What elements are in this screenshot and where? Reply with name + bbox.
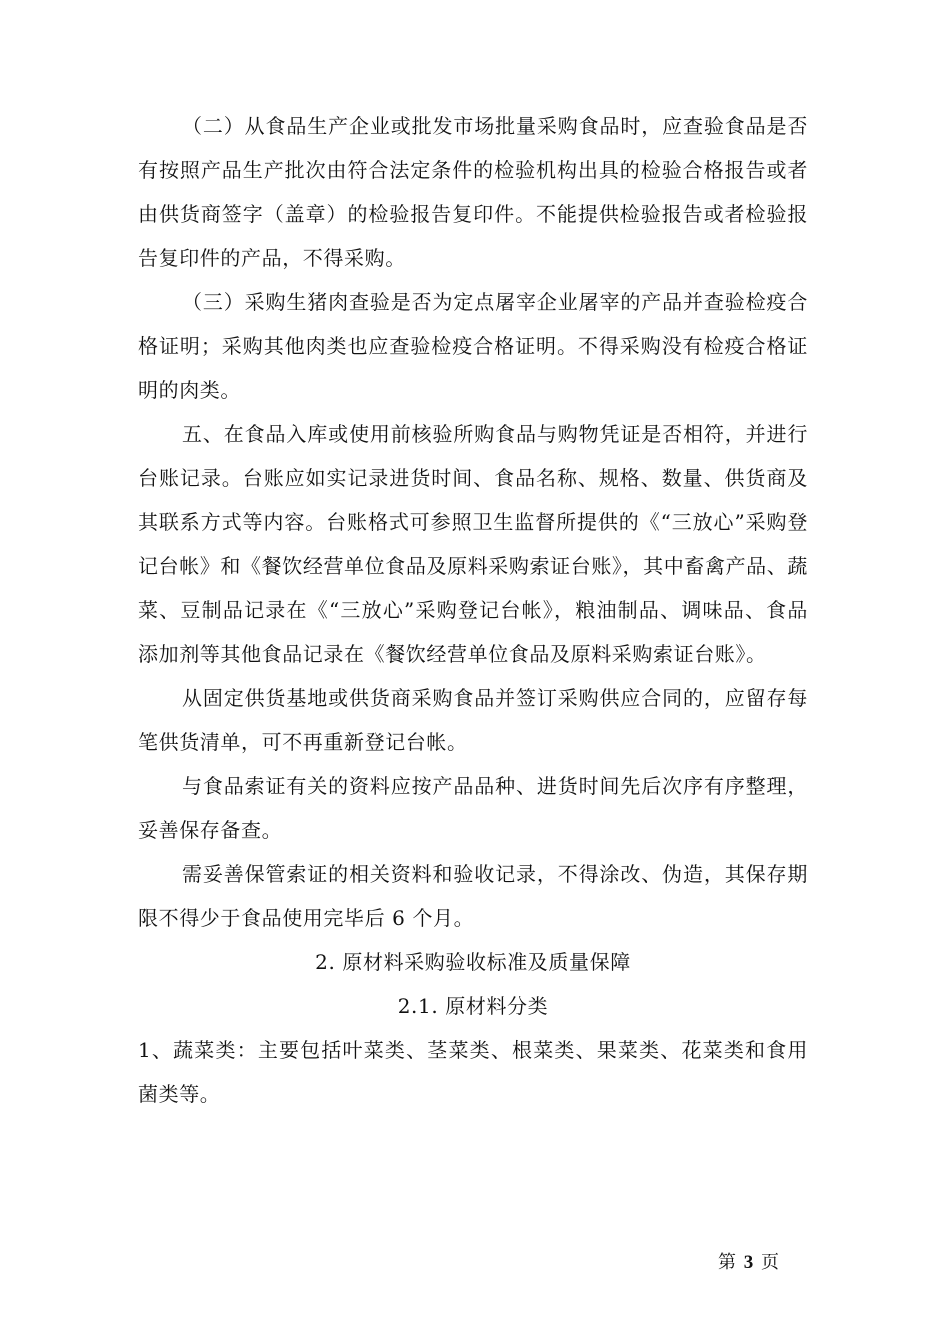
paragraph-record-retention: 需妥善保管索证的相关资料和验收记录，不得涂改、伪造，其保存期限不得少于食品使用完毕后 6 个月。 [138,862,808,930]
footer-suffix: 页 [760,1252,780,1273]
list-item-vegetables: 1、蔬菜类：主要包括叶菜类、茎菜类、根菜类、果菜类、花菜类和食用菌类等。 [138,1038,808,1106]
paragraph-supply-list: 从固定供货基地或供货商采购食品并签订采购供应合同的，应留存每笔供货清单，可不再重新登记台帐。 [138,686,808,754]
section-heading: 2. 原材料采购验收标准及质量保障 [315,950,631,974]
paragraph-ledger-record: 五、在食品入库或使用前核验所购食品与购物凭证是否相符，并进行台账记录。台账应如实记录进货时间、食品名称、规格、数量、供货商及其联系方式等内容。台账格式可参照卫生监督所提供的《“三放心”采购登记台帐》和《餐饮经营单位食品及原料采购索证台账》，其中畜禽产品、蔬菜、豆制品记录在《“三放心”采购登记台帐》，粮油制品、调味品、食品添加剂等其他食品记录在《餐饮经营单位食品及原料采购索证台账》。 [138,422,808,666]
paragraph-pork-quarantine: （三）采购生猪肉查验是否为定点屠宰企业屠宰的产品并查验检疫合格证明；采购其他肉类也应查验检疫合格证明。不得采购没有检疫合格证明的肉类。 [138,290,808,402]
footer-prefix: 第 [718,1252,737,1273]
paragraph-inspection-report: （二）从食品生产企业或批发市场批量采购食品时，应查验食品是否有按照产品生产批次由符合法定条件的检验机构出具的检验合格报告或者由供货商签字（盖章）的检验报告复印件。不能提供检验报告或者检验报告复印件的产品，不得采购。 [138,114,808,270]
document-body [138,104,808,1116]
paragraph-document-filing: 与食品索证有关的资料应按产品品种、进货时间先后次序有序整理，妥善保存备查。 [138,774,808,842]
page-footer [718,1248,780,1274]
subsection-heading: 2.1. 原材料分类 [397,994,549,1018]
page-number: 3 [743,1252,755,1273]
